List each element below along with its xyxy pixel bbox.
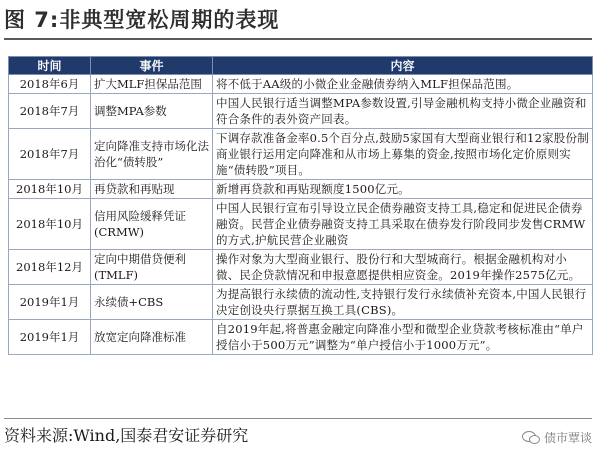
time-cell: 2018年12月	[9, 250, 91, 285]
figure-title: 图 7:非典型宽松周期的表现	[4, 8, 280, 32]
time-cell: 2019年1月	[9, 285, 91, 320]
content-cell: 新增再贷款和再贴现额度1500亿元。	[213, 180, 593, 199]
header-content: 内容	[213, 57, 593, 75]
time-cell: 2018年7月	[9, 129, 91, 180]
table-row	[9, 94, 593, 129]
time-cell: 2018年10月	[9, 180, 91, 199]
time-cell: 2018年10月	[9, 199, 91, 250]
source-note: 资料来源:Wind,国泰君安证券研究	[4, 426, 249, 445]
wechat-icon	[522, 430, 540, 444]
event-cell: 定向中期借贷便利(TMLF)	[91, 250, 213, 285]
table-row	[9, 320, 593, 355]
header-time: 时间	[9, 57, 91, 75]
content-cell: 为提高银行永续债的流动性,支持银行发行永续债补充资本,中国人民银行决定创设央行票据互换工具(CBS)。	[213, 285, 593, 320]
event-cell: 扩大MLF担保品范围	[91, 75, 213, 94]
content-cell: 操作对象为大型商业银行、股份行和大型城商行。根据金融机构对小微、民企贷款情况和申报意愿提供相应资金。2019年操作2575亿元。	[213, 250, 593, 285]
policy-table-container	[8, 56, 592, 355]
content-cell: 中国人民银行适当调整MPA参数设置,引导金融机构支持小微企业融资和符合条件的表外资产回表。	[213, 94, 593, 129]
table-row	[9, 75, 593, 94]
table-row	[9, 285, 593, 320]
watermark-text: 债市覃谈	[543, 430, 592, 445]
footer-divider	[4, 418, 592, 419]
title-divider	[4, 38, 592, 40]
table-header-row	[9, 57, 593, 75]
event-cell: 再贷款和再贴现	[91, 180, 213, 199]
policy-table	[8, 56, 593, 355]
time-cell: 2018年6月	[9, 75, 91, 94]
content-cell: 中国人民银行宣布引导设立民企债券融资支持工具,稳定和促进民企债券融资。民营企业债券融资支持工具采取在债券发行阶段同步发售CRMW的方式,护航民营企业融资	[213, 199, 593, 250]
table-row	[9, 129, 593, 180]
table-row	[9, 199, 593, 250]
table-row	[9, 250, 593, 285]
event-cell: 放宽定向降准标准	[91, 320, 213, 355]
event-cell: 永续债+CBS	[91, 285, 213, 320]
event-cell: 信用风险缓释凭证(CRMW)	[91, 199, 213, 250]
watermark	[522, 426, 592, 448]
time-cell: 2019年1月	[9, 320, 91, 355]
header-event: 事件	[91, 57, 213, 75]
content-cell: 将不低于AA级的小微企业金融债券纳入MLF担保品范围。	[213, 75, 593, 94]
event-cell: 调整MPA参数	[91, 94, 213, 129]
time-cell: 2018年7月	[9, 94, 91, 129]
table-row	[9, 180, 593, 199]
content-cell: 下调存款准备金率0.5个百分点,鼓励5家国有大型商业银行和12家股份制商业银行运用定向降准和从市场上募集的资金,按照市场化定价原则实施“债转股”项目。	[213, 129, 593, 180]
content-cell: 自2019年起,将普惠金融定向降准小型和微型企业贷款考核标准由“单户授信小于500万元”调整为“单户授信小于1000万元”。	[213, 320, 593, 355]
event-cell: 定向降准支持市场化法治化“债转股”	[91, 129, 213, 180]
